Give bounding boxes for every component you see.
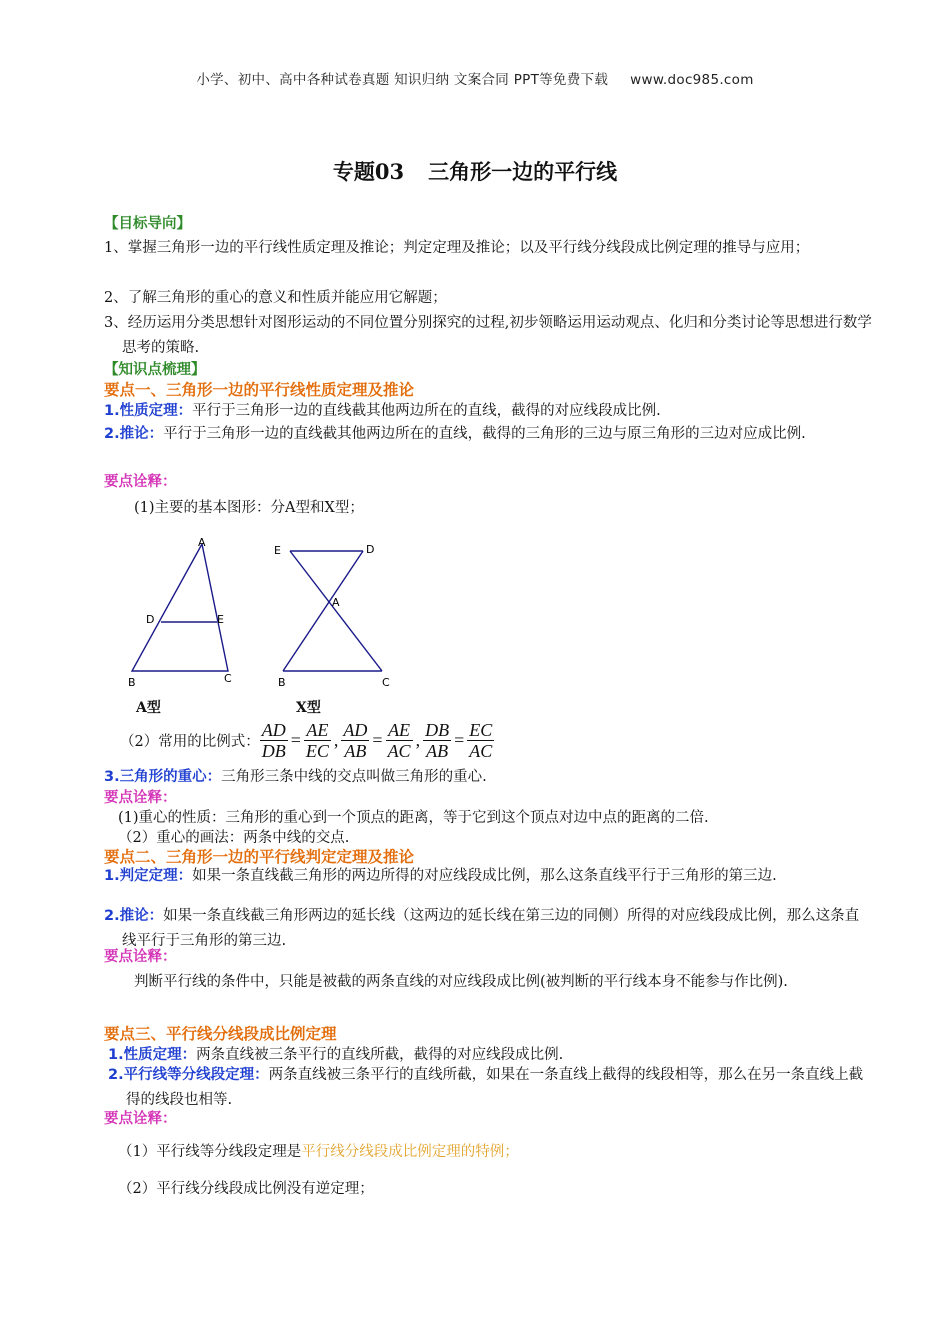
- section3-item2: [108, 1063, 868, 1113]
- section3-note1: [118, 1140, 868, 1165]
- fraction-ad-db: $\frac{AD}{DB}$: [261, 719, 286, 761]
- section3-note-label: 要点诠释：: [104, 1111, 177, 1127]
- fraction-ae-ac: $\frac{AE}{AC}$: [387, 719, 411, 761]
- section2-note-label: 要点诠释：: [104, 949, 177, 965]
- figure-x-point-a: A: [332, 596, 340, 609]
- section1-item1-text: 平行于三角形一边的直线截其他两边所在的直线，截得的对应线段成比例.: [192, 403, 661, 419]
- fraction-ad-ab: $\frac{AD}{AB}$: [343, 719, 368, 761]
- comma-sign: ,: [415, 729, 421, 750]
- fraction-ae-ec: $\frac{AE}{EC}$: [305, 719, 329, 761]
- proportions-row: [120, 716, 494, 764]
- comma-sign: ,: [333, 729, 339, 750]
- section1-item2: [104, 422, 872, 447]
- section3-item1-text: 两条直线被三条平行的直线所截，截得的对应线段成比例.: [196, 1047, 564, 1063]
- equals-sign: =: [372, 729, 383, 750]
- title-part1: 专题03: [332, 159, 405, 184]
- equals-sign: =: [290, 729, 301, 750]
- header-site: www.doc985.com: [630, 72, 754, 88]
- goal-item-1: 1、掌握三角形一边的平行线性质定理及推论；判定定理及推论；以及平行线分线段成比例定理的推导与应用；: [104, 240, 810, 256]
- equals-sign: =: [454, 729, 465, 750]
- figure-x-point-d: D: [366, 543, 375, 556]
- figure-x-point-e: E: [274, 544, 281, 557]
- figure-x-ec-line: [290, 551, 382, 671]
- section2-item1-label: 1.判定定理：: [104, 868, 193, 884]
- fraction-db-ab: $\frac{DB}{AB}$: [425, 719, 450, 761]
- figure-a-point-e: E: [217, 613, 224, 626]
- section2-item1: [104, 864, 872, 889]
- figures-svg: [120, 530, 420, 720]
- fraction-ec-ac: $\frac{EC}{AC}$: [469, 719, 493, 761]
- section1-item3-text: 三角形三条中线的交点叫做三角形的重心.: [221, 769, 487, 785]
- figure-x-type: [283, 551, 382, 671]
- section2-item2-text: 如果一条直线截三角形两边的延长线（这两边的延长线在第三边的同侧）所得的对应线段成比例，那么这条直线平行于三角形的第三边.: [122, 908, 860, 949]
- header-text: 小学、初中、高中各种试卷真题 知识归纳 文案合同 PPT等免费下载: [196, 72, 609, 88]
- goals-heading: 【目标导向】: [104, 215, 191, 232]
- figure-a-triangle: [132, 544, 228, 671]
- section2-item2-label: 2.推论：: [104, 908, 164, 924]
- section3-note2: （2）平行线分线段成比例没有逆定理；: [118, 1181, 374, 1197]
- section2-note-text: 判断平行线的条件中，只能是被截的两条直线的对应线段成比例(被判断的平行线本身不能参与作比例).: [134, 974, 788, 990]
- figure-x-caption: X型: [296, 700, 321, 716]
- section1-note3-label: 要点诠释：: [104, 790, 177, 806]
- section1-item1-label: 1.性质定理：: [104, 403, 193, 419]
- section3-item1-label: 1.性质定理：: [108, 1047, 197, 1063]
- section1-note3-2: （2）重心的画法：两条中线的交点.: [118, 830, 350, 846]
- section3-heading: 要点三、平行线分线段成比例定理: [104, 1025, 337, 1043]
- figure-a-point-d: D: [146, 613, 155, 626]
- figure-a-caption: A型: [136, 700, 161, 716]
- section1-heading: 要点一、三角形一边的平行线性质定理及推论: [104, 381, 415, 399]
- goal-item-2: 2、了解三角形的重心的意义和性质并能应用它解题；: [104, 290, 447, 306]
- section3-note1-prefix: （1）平行线等分线段定理是: [118, 1144, 302, 1160]
- figure-a-point-b: B: [128, 676, 136, 689]
- section1-item2-label: 2.推论：: [104, 426, 164, 442]
- knowledge-heading: 【知识点梳理】: [104, 361, 206, 378]
- section1-note3-1: (1)重心的性质：三角形的重心到一个顶点的距离，等于它到这个顶点对边中点的距离的二倍.: [118, 810, 709, 826]
- title-part2: 三角形一边的平行线: [428, 159, 618, 184]
- page-title: [0, 156, 950, 186]
- proportions-prefix: （2）常用的比例式：: [120, 733, 260, 750]
- figure-a-type: [132, 544, 228, 671]
- section3-item2-text: 两条直线被三条平行的直线所截，如果在一条直线上截得的线段相等，那么在另一条直线上截得的线段也相等.: [126, 1067, 864, 1108]
- figure-a-point-c: C: [224, 672, 232, 685]
- figure-x-db-line: [283, 551, 363, 671]
- figure-a-point-a: A: [198, 536, 206, 549]
- section1-item2-text: 平行于三角形一边的直线截其他两边所在的直线，截得的三角形的三边与原三角形的三边对应成比例.: [163, 426, 806, 442]
- section2-item1-text: 如果一条直线截三角形的两边所得的对应线段成比例，那么这条直线平行于三角形的第三边.: [192, 868, 777, 884]
- section2-heading: 要点二、三角形一边的平行线判定定理及推论: [104, 848, 415, 866]
- page-header: [0, 68, 950, 88]
- figure-x-point-b: B: [278, 676, 286, 689]
- section1-item3-label: 3.三角形的重心：: [104, 769, 222, 785]
- section1-note1: (1)主要的基本图形：分A型和X型；: [134, 500, 364, 516]
- section3-note1-highlight: 平行线分线段成比例定理的特例；: [301, 1144, 519, 1160]
- goal-item-3: 3、经历运用分类思想针对图形运动的不同位置分别探究的过程,初步领略运用运动观点、化归和分类讨论等思想进行数学思考的策略.: [104, 315, 872, 356]
- section3-item2-label: 2.平行线等分线段定理：: [108, 1067, 269, 1083]
- figure-x-point-c: C: [382, 676, 390, 689]
- section1-item1: [104, 399, 854, 424]
- section1-note-label: 要点诠释：: [104, 474, 177, 490]
